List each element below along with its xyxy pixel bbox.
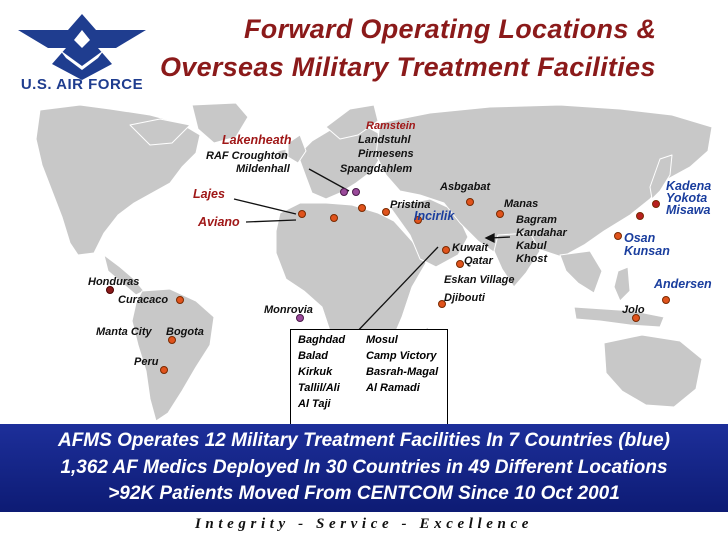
iraq-row: Balad Camp Victory (298, 350, 437, 362)
label-aviano: Aviano (198, 215, 240, 229)
iraq-row: Al Taji (298, 398, 331, 410)
label-curacaco: Curacaco (118, 294, 169, 306)
label-spangdahlem: Spangdahlem (340, 163, 413, 175)
dot-ramstein (358, 204, 366, 212)
label-manta-city: Manta City (96, 326, 152, 338)
label-kadena: Kadena (666, 179, 712, 193)
dot-misawa (652, 200, 660, 208)
label-manas: Manas (504, 198, 539, 210)
label-osan: Osan (624, 231, 656, 245)
label-landstuhl: Landstuhl (358, 134, 411, 146)
label-bogota: Bogota (166, 326, 204, 338)
dot-kuwait (442, 246, 450, 254)
logo-text: U.S. AIR FORCE (20, 76, 144, 93)
label-peru: Peru (134, 356, 159, 368)
dot-pristina (382, 208, 390, 216)
label-raf-croughton: RAF Croughton (206, 150, 288, 162)
label-djibouti: Djibouti (444, 292, 485, 304)
iraq-locations-box (290, 329, 448, 427)
label-lakenheath: Lakenheath (222, 133, 292, 147)
title-line-2: Overseas Military Treatment Facilities (160, 52, 656, 82)
label-pristina: Pristina (390, 199, 431, 211)
label-kuwait: Kuwait (452, 242, 489, 254)
air-force-logo (8, 8, 156, 104)
label-misawa: Misawa (666, 203, 711, 217)
footer-motto: Integrity - Service - Excellence (195, 516, 533, 532)
dot-spangdahlem (352, 188, 360, 196)
label-kabul: Kabul (516, 240, 547, 252)
dot-osan (636, 212, 644, 220)
dot-lajes (298, 210, 306, 218)
banner-line-1: AFMS Operates 12 Military Treatment Facilities In 7 Countries (blue) (57, 430, 671, 451)
title-line-1: Forward Operating Locations & (244, 14, 657, 44)
label-bagram: Bagram (516, 214, 557, 226)
banner-line-2: 1,362 AF Medics Deployed In 30 Countries in 49 Different Locations (60, 457, 668, 478)
label-lajes: Lajes (193, 187, 225, 201)
label-asbgabat: Asbgabat (440, 181, 491, 193)
dot-curacaco (176, 296, 184, 304)
label-kunsan: Kunsan (624, 244, 670, 258)
stats-banner (0, 424, 728, 512)
dot-manas (496, 210, 504, 218)
iraq-row: Tallil/Ali Al Ramadi (298, 382, 420, 394)
label-kandahar: Kandahar (516, 227, 567, 239)
label-andersen: Andersen (654, 277, 712, 291)
label-yokota: Yokota (666, 191, 708, 205)
label-honduras: Honduras (88, 276, 140, 288)
label-jolo: Jolo (622, 304, 645, 316)
dot-aviano (330, 214, 338, 222)
dot-asbgabat (466, 198, 474, 206)
label-eskan-village: Eskan Village (444, 274, 515, 286)
banner-line-3: >92K Patients Moved From CENTCOM Since 10 Oct 2001 (108, 483, 620, 504)
label-monrovia: Monrovia (264, 304, 313, 316)
dot-kunsan (614, 232, 622, 240)
label-qatar: Qatar (464, 255, 493, 267)
dot-andersen (662, 296, 670, 304)
label-incirlik: Incirlik (414, 209, 455, 223)
dot-peru (160, 366, 168, 374)
iraq-row: Kirkuk Basrah-Magal (298, 366, 439, 378)
dot-qatar (456, 260, 464, 268)
label-ramstein: Ramstein (366, 120, 416, 132)
label-pirmesens: Pirmesens (358, 148, 414, 160)
iraq-row: Baghdad Mosul (298, 334, 398, 346)
label-khost: Khost (516, 253, 548, 265)
label-mildenhall: Mildenhall (236, 163, 290, 175)
dot-mildenhall (340, 188, 348, 196)
